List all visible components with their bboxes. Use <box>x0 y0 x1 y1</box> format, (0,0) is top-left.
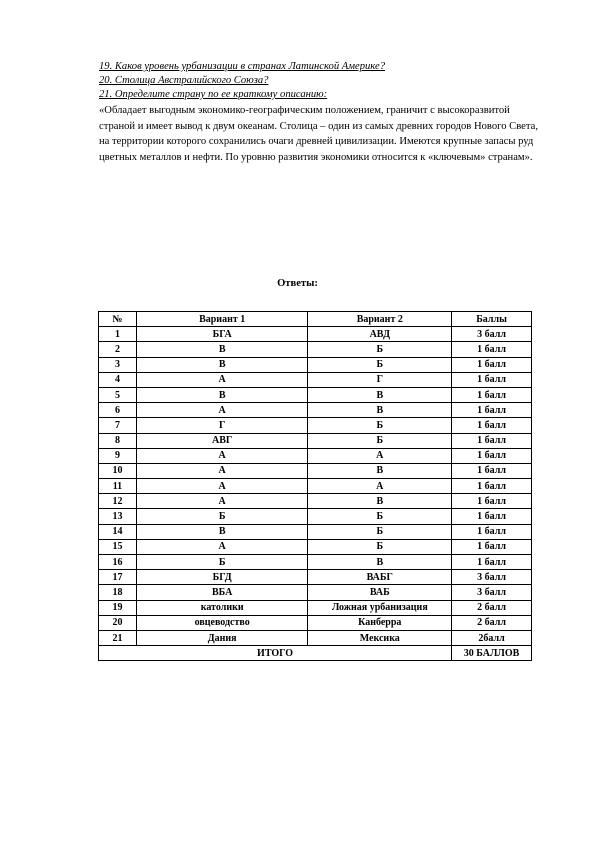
answers-table-body <box>99 327 532 646</box>
table-row <box>99 494 532 509</box>
row-number: 17 <box>99 570 137 585</box>
table-row <box>99 524 532 539</box>
variant-2-answer: ВАБГ <box>308 570 452 585</box>
variant-2-answer: Б <box>308 357 452 372</box>
row-number: 21 <box>99 630 137 645</box>
row-number: 7 <box>99 418 137 433</box>
row-number: 20 <box>99 615 137 630</box>
question-19: 19. Каков уровень урбанизации в странах Латинской Америке? <box>99 61 385 72</box>
table-header-row <box>99 312 532 327</box>
variant-2-answer: В <box>308 494 452 509</box>
row-number: 16 <box>99 555 137 570</box>
table-row <box>99 342 532 357</box>
variant-1-answer: А <box>136 372 308 387</box>
header-variant-2: Вариант 2 <box>308 312 452 327</box>
row-points: 3 балл <box>452 585 532 600</box>
variant-1-answer: В <box>136 342 308 357</box>
variant-1-answer: АВГ <box>136 433 308 448</box>
table-row <box>99 570 532 585</box>
variant-1-answer: Б <box>136 555 308 570</box>
variant-2-answer: Канберра <box>308 615 452 630</box>
variant-1-answer: католики <box>136 600 308 615</box>
variant-1-answer: овцеводство <box>136 615 308 630</box>
row-number: 9 <box>99 448 137 463</box>
row-points: 1 балл <box>452 418 532 433</box>
row-number: 15 <box>99 539 137 554</box>
row-points: 1 балл <box>452 539 532 554</box>
variant-1-answer: А <box>136 494 308 509</box>
header-number: № <box>99 312 137 327</box>
variant-1-answer: А <box>136 448 308 463</box>
header-variant-1: Вариант 1 <box>136 312 308 327</box>
variant-2-answer: ВАБ <box>308 585 452 600</box>
row-points: 1 балл <box>452 342 532 357</box>
row-points: 1 балл <box>452 555 532 570</box>
row-points: 1 балл <box>452 494 532 509</box>
row-points: 1 балл <box>452 463 532 478</box>
row-number: 13 <box>99 509 137 524</box>
variant-2-answer: В <box>308 387 452 402</box>
variant-1-answer: Дания <box>136 630 308 645</box>
row-points: 1 балл <box>452 524 532 539</box>
variant-1-answer: В <box>136 357 308 372</box>
row-number: 5 <box>99 387 137 402</box>
table-row <box>99 448 532 463</box>
table-row <box>99 463 532 478</box>
variant-2-answer: В <box>308 463 452 478</box>
row-number: 19 <box>99 600 137 615</box>
variant-2-answer: Б <box>308 509 452 524</box>
variant-1-answer: А <box>136 539 308 554</box>
variant-2-answer: АВД <box>308 327 452 342</box>
total-value: 30 БАЛЛОВ <box>452 646 532 661</box>
table-row <box>99 327 532 342</box>
table-row <box>99 479 532 494</box>
table-row <box>99 433 532 448</box>
variant-2-answer: Б <box>308 418 452 433</box>
row-points: 1 балл <box>452 433 532 448</box>
row-number: 12 <box>99 494 137 509</box>
variant-1-answer: Г <box>136 418 308 433</box>
variant-1-answer: Б <box>136 509 308 524</box>
table-row <box>99 418 532 433</box>
variant-2-answer: В <box>308 403 452 418</box>
row-number: 6 <box>99 403 137 418</box>
variant-2-answer: Мексика <box>308 630 452 645</box>
row-points: 2 балл <box>452 615 532 630</box>
row-points: 1 балл <box>452 372 532 387</box>
variant-2-answer: Б <box>308 524 452 539</box>
table-row <box>99 509 532 524</box>
table-row <box>99 372 532 387</box>
variant-1-answer: ВБА <box>136 585 308 600</box>
row-points: 1 балл <box>452 403 532 418</box>
table-row <box>99 403 532 418</box>
row-points: 1 балл <box>452 357 532 372</box>
row-points: 3 балл <box>452 327 532 342</box>
row-number: 10 <box>99 463 137 478</box>
variant-2-answer: Б <box>308 539 452 554</box>
row-number: 4 <box>99 372 137 387</box>
variant-1-answer: А <box>136 463 308 478</box>
table-row <box>99 615 532 630</box>
question-20: 20. Столица Австралийского Союза? <box>99 75 269 86</box>
row-number: 3 <box>99 357 137 372</box>
row-number: 18 <box>99 585 137 600</box>
row-points: 1 балл <box>452 509 532 524</box>
row-points: 1 балл <box>452 387 532 402</box>
total-row <box>99 646 532 661</box>
variant-2-answer: А <box>308 479 452 494</box>
row-number: 8 <box>99 433 137 448</box>
table-row <box>99 630 532 645</box>
row-points: 3 балл <box>452 570 532 585</box>
row-points: 2балл <box>452 630 532 645</box>
variant-1-answer: В <box>136 387 308 402</box>
total-label: ИТОГО <box>99 646 452 661</box>
table-row <box>99 539 532 554</box>
header-points: Баллы <box>452 312 532 327</box>
question-21: 21. Определите страну по ее краткому описанию: <box>99 89 328 100</box>
variant-2-answer: А <box>308 448 452 463</box>
row-number: 14 <box>99 524 137 539</box>
variant-2-answer: В <box>308 555 452 570</box>
table-row <box>99 357 532 372</box>
country-description: «Обладает выгодным экономико-географическим положением, граничит с высокоразвитой страной и имеет вывод к двум океанам. Столица – один из самых древних городов Нового Света, на территории которого сохранились очаги древней цивилизации. Имеются крупные запасы руд цветных металлов и нефти. По уровню развития экономики относится к «ключевым» странам». <box>99 105 538 163</box>
table-row <box>99 555 532 570</box>
variant-2-answer: Б <box>308 433 452 448</box>
row-points: 1 балл <box>452 448 532 463</box>
answers-title: Ответы: <box>277 278 318 289</box>
row-number: 2 <box>99 342 137 357</box>
variant-1-answer: А <box>136 479 308 494</box>
row-points: 2 балл <box>452 600 532 615</box>
answers-table <box>98 311 532 661</box>
table-row <box>99 600 532 615</box>
variant-1-answer: БГД <box>136 570 308 585</box>
row-number: 11 <box>99 479 137 494</box>
variant-1-answer: БГА <box>136 327 308 342</box>
table-row <box>99 387 532 402</box>
variant-2-answer: Г <box>308 372 452 387</box>
variant-2-answer: Б <box>308 342 452 357</box>
row-points: 1 балл <box>452 479 532 494</box>
variant-1-answer: В <box>136 524 308 539</box>
variant-1-answer: А <box>136 403 308 418</box>
row-number: 1 <box>99 327 137 342</box>
table-row <box>99 585 532 600</box>
variant-2-answer: Ложная урбанизация <box>308 600 452 615</box>
